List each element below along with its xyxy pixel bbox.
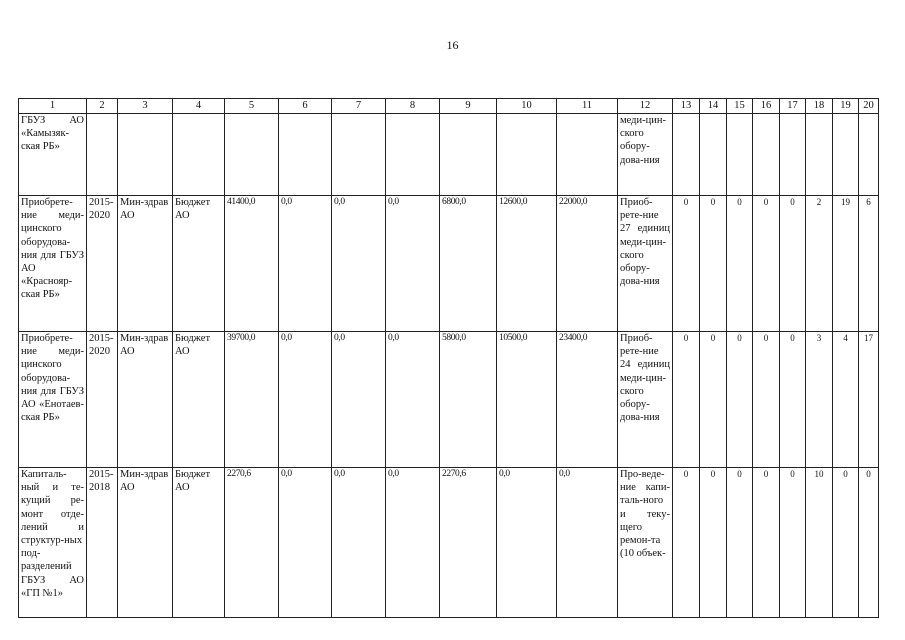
- row-n14: [700, 114, 727, 196]
- col-header: 9: [440, 99, 497, 114]
- col-header: 8: [386, 99, 440, 114]
- row-period: [87, 114, 118, 196]
- row-n19: [833, 114, 859, 196]
- row-v8: [386, 114, 440, 196]
- col-header: 16: [753, 99, 780, 114]
- col-header: 10: [497, 99, 557, 114]
- table-row: [19, 196, 879, 332]
- row-n15: 0: [727, 332, 753, 468]
- row-v11: [557, 114, 618, 196]
- row-n19: 19: [833, 196, 859, 332]
- col-header: 17: [780, 99, 806, 114]
- row-n19: 0: [833, 468, 859, 618]
- row-v8: 0,0: [386, 468, 440, 618]
- col-header: 1: [19, 99, 87, 114]
- col-header: 14: [700, 99, 727, 114]
- row-result: Про-веде-ние капи-таль-ного и теку-щего ремон-та (10 объек-: [618, 468, 673, 618]
- row-executor: Мин-здрав АО: [118, 468, 173, 618]
- row-n14: 0: [700, 196, 727, 332]
- row-v9: 5800,0: [440, 332, 497, 468]
- row-result: Приоб-рете-ние 24 единиц меди-цин-ского обору-дова-ния: [618, 332, 673, 468]
- row-n15: 0: [727, 196, 753, 332]
- row-n16: 0: [753, 468, 780, 618]
- row-period: 2015-2018: [87, 468, 118, 618]
- row-period: 2015-2020: [87, 332, 118, 468]
- row-v7: 0,0: [332, 468, 386, 618]
- row-n20: 17: [859, 332, 879, 468]
- table-row: [19, 468, 879, 618]
- row-v5: 39700,0: [225, 332, 279, 468]
- col-header: 6: [279, 99, 332, 114]
- col-header: 18: [806, 99, 833, 114]
- col-header: 15: [727, 99, 753, 114]
- row-v9: [440, 114, 497, 196]
- row-v5: 2270,6: [225, 468, 279, 618]
- row-n15: [727, 114, 753, 196]
- row-name: ГБУЗ АО «Камызяк-ская РБ»: [19, 114, 87, 196]
- row-v11: 22000,0: [557, 196, 618, 332]
- row-executor: Мин-здрав АО: [118, 196, 173, 332]
- row-v10: 0,0: [497, 468, 557, 618]
- row-n16: [753, 114, 780, 196]
- row-n17: 0: [780, 468, 806, 618]
- row-n20: 6: [859, 196, 879, 332]
- row-n19: 4: [833, 332, 859, 468]
- row-n20: [859, 114, 879, 196]
- row-n14: 0: [700, 468, 727, 618]
- row-n16: 0: [753, 332, 780, 468]
- row-v8: 0,0: [386, 332, 440, 468]
- row-source: [173, 114, 225, 196]
- row-source: Бюджет АО: [173, 332, 225, 468]
- row-name: Приобрете-ние меди-цинского оборудова-ния для ГБУЗ АО «Краснояр-ская РБ»: [19, 196, 87, 332]
- row-v8: 0,0: [386, 196, 440, 332]
- row-source: Бюджет АО: [173, 196, 225, 332]
- row-source: Бюджет АО: [173, 468, 225, 618]
- row-name: Приобрете-ние меди-цинского оборудова-ния для ГБУЗ АО «Енотаев-ская РБ»: [19, 332, 87, 468]
- col-header: 7: [332, 99, 386, 114]
- row-v9: 6800,0: [440, 196, 497, 332]
- row-v11: 23400,0: [557, 332, 618, 468]
- col-header: 5: [225, 99, 279, 114]
- row-v7: 0,0: [332, 196, 386, 332]
- row-name: Капиталь-ный и те-кущий ре-монт отде-лений и структур-ных под-разделений ГБУЗ АО «ГП №1»: [19, 468, 87, 618]
- row-period: 2015-2020: [87, 196, 118, 332]
- table-row: [19, 332, 879, 468]
- row-v5: 41400,0: [225, 196, 279, 332]
- row-n17: 0: [780, 332, 806, 468]
- row-n17: [780, 114, 806, 196]
- row-executor: [118, 114, 173, 196]
- header-row: [19, 99, 879, 114]
- row-n17: 0: [780, 196, 806, 332]
- row-n13: [673, 114, 700, 196]
- row-v10: 10500,0: [497, 332, 557, 468]
- row-v7: 0,0: [332, 332, 386, 468]
- row-v10: [497, 114, 557, 196]
- row-executor: Мин-здрав АО: [118, 332, 173, 468]
- row-v6: 0,0: [279, 332, 332, 468]
- row-n18: 2: [806, 196, 833, 332]
- table-row: [19, 114, 879, 196]
- col-header: 2: [87, 99, 118, 114]
- row-v6: 0,0: [279, 468, 332, 618]
- col-header: 3: [118, 99, 173, 114]
- col-header: 4: [173, 99, 225, 114]
- row-v6: 0,0: [279, 196, 332, 332]
- row-v6: [279, 114, 332, 196]
- col-header: 13: [673, 99, 700, 114]
- row-n18: [806, 114, 833, 196]
- row-n16: 0: [753, 196, 780, 332]
- row-v10: 12600,0: [497, 196, 557, 332]
- program-table: [18, 98, 879, 618]
- row-v11: 0,0: [557, 468, 618, 618]
- col-header: 12: [618, 99, 673, 114]
- row-n18: 10: [806, 468, 833, 618]
- row-v7: [332, 114, 386, 196]
- col-header: 11: [557, 99, 618, 114]
- row-n18: 3: [806, 332, 833, 468]
- row-n13: 0: [673, 332, 700, 468]
- row-n13: 0: [673, 196, 700, 332]
- row-v5: [225, 114, 279, 196]
- page-number: 16: [446, 38, 459, 52]
- row-v9: 2270,6: [440, 468, 497, 618]
- row-result: меди-цин-ского обору-дова-ния: [618, 114, 673, 196]
- row-n14: 0: [700, 332, 727, 468]
- col-header: 19: [833, 99, 859, 114]
- row-n13: 0: [673, 468, 700, 618]
- col-header: 20: [859, 99, 879, 114]
- row-result: Приоб-рете-ние 27 единиц меди-цин-ского обору-дова-ния: [618, 196, 673, 332]
- row-n15: 0: [727, 468, 753, 618]
- row-n20: 0: [859, 468, 879, 618]
